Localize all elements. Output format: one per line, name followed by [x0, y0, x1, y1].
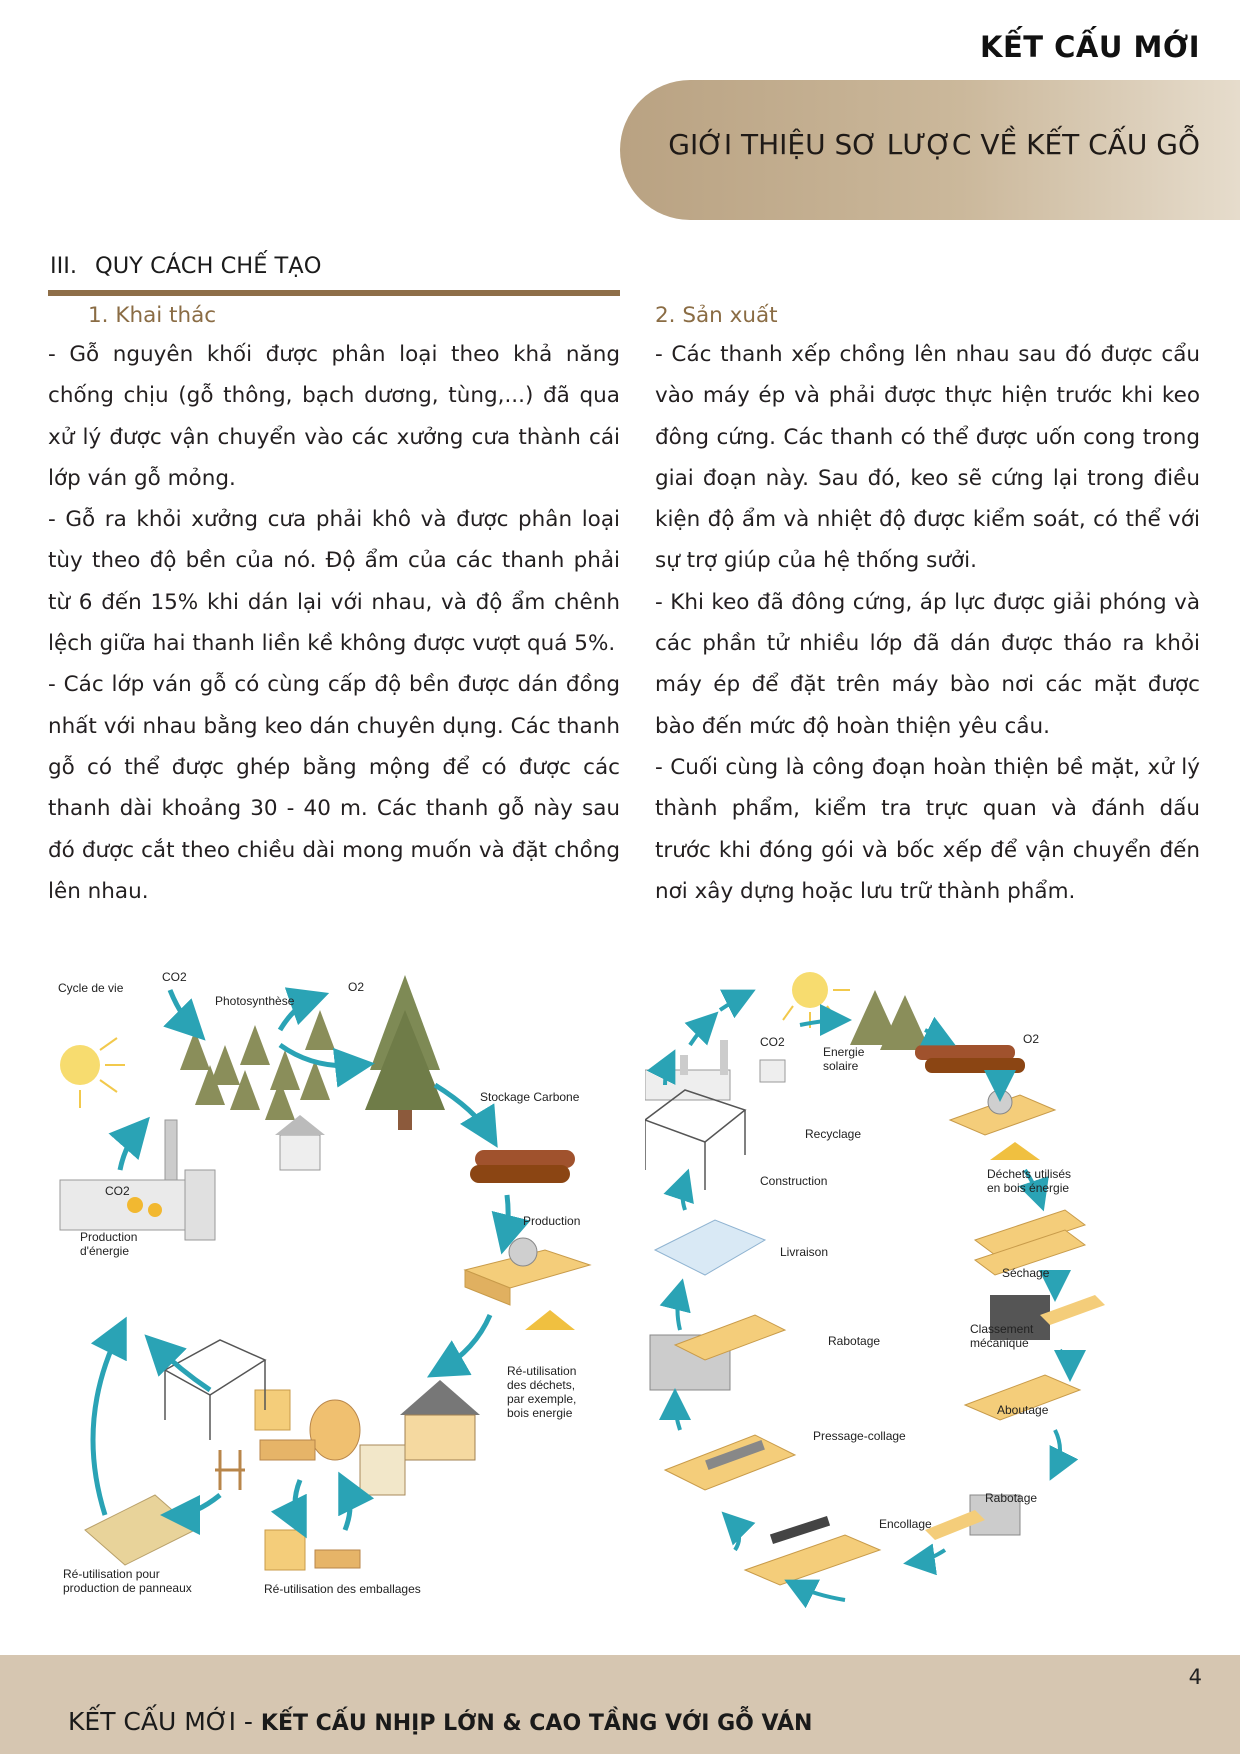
logs-icon — [915, 1045, 1025, 1073]
section-rule — [48, 290, 620, 296]
label-o2: O2 — [1023, 1032, 1040, 1046]
arrow-glue-left — [795, 1585, 845, 1600]
label-construction: Construction — [760, 1174, 828, 1188]
arrow-to-sun — [720, 995, 745, 1010]
label-production: Production — [523, 1214, 581, 1228]
arrow-packaging-up — [345, 1485, 350, 1530]
farmhouse-icon — [275, 1115, 325, 1170]
glueing-icon — [745, 1516, 880, 1585]
sawdust-icon — [525, 1310, 575, 1330]
paragraph: - Các lớp ván gỗ có cùng cấp độ bền được dán đồng nhất với nhau bằng keo dán chuyên dụng. Các thanh gỗ có thể được ghép bằng mộng để có được các thanh dài khoảng 30 - 40 m. Các thanh gỗ này sau đó được cắt theo chiều dài mong muốn và đặt chồng lên nhau. — [48, 672, 620, 904]
tree-icon — [365, 975, 445, 1130]
arrow-to-sawmill — [505, 1195, 508, 1240]
arrow-o2 — [925, 1030, 945, 1040]
arrow-to-panel — [175, 1495, 220, 1515]
power-plant-icon — [60, 1120, 215, 1240]
arrow-planer-up — [678, 1290, 681, 1330]
chair-icon — [215, 1450, 245, 1490]
footer-prefix: KẾT CẤU MỚI - — [68, 1707, 261, 1736]
label-dechets: Déchets utilisés en bois énergie — [987, 1167, 1072, 1195]
arrow-delivery-up — [683, 1180, 686, 1210]
label-aboutage: Aboutage — [997, 1403, 1049, 1417]
label-reuse-dechets: Ré-utilisation des déchets, par exemple, bois energie — [507, 1364, 577, 1420]
label-sechage: Séchage — [1002, 1266, 1050, 1280]
label-energie: Energie solaire — [823, 1045, 865, 1073]
construction-icon — [165, 1340, 265, 1440]
arrow-panel-up — [93, 1330, 120, 1515]
section-heading — [50, 253, 321, 279]
arrow-factory-up — [690, 1020, 710, 1045]
production-process-diagram — [645, 970, 1215, 1610]
arrow-planer-left — [915, 1550, 945, 1562]
footer-bold-title: KẾT CẤU NHỊP LỚN & CAO TẦNG VỚI GỖ VÁN — [260, 1711, 813, 1736]
life-cycle-diagram — [45, 970, 635, 1610]
label-reuse-emballages: Ré-utilisation des emballages — [264, 1582, 421, 1596]
arrow-logs-down — [990, 1075, 1000, 1090]
footer-band — [0, 1655, 1240, 1754]
label-stockage: Stockage Carbone — [480, 1090, 580, 1104]
label-pressage: Pressage-collage — [813, 1429, 906, 1443]
section-title: QUY CÁCH CHẾ TẠO — [95, 253, 322, 279]
sun-icon — [60, 1038, 125, 1108]
label-rabotage-1: Rabotage — [828, 1334, 881, 1348]
label-recyclage: Recyclage — [805, 1127, 862, 1141]
production-process-illustration — [645, 970, 1215, 1610]
banner-title: GIỚI THIỆU SƠ LƯỢC VỀ KẾT CẤU GỖ — [668, 128, 1200, 161]
saw-icon — [950, 1090, 1055, 1135]
label-photosynthese: Photosynthèse — [215, 994, 295, 1008]
packaging-icon — [255, 1390, 405, 1570]
arrow-press-up — [730, 1520, 739, 1550]
label-co2-left: CO2 — [105, 1184, 130, 1198]
title-banner — [620, 80, 1240, 220]
sawdust-icon — [990, 1142, 1040, 1160]
right-column — [655, 301, 1200, 912]
arrow-grading-down — [1060, 1350, 1070, 1370]
label-o2: O2 — [348, 980, 365, 994]
construction-frame-icon — [645, 1090, 745, 1190]
paragraph: - Cuối cùng là công đoạn hoàn thiện bề mặt, xử lý thành phẩm, kiểm tra trực quan và đánh dấu trước khi đóng gói và bốc xếp để vận chuyển đến nơi xây dựng hoặc lưu trữ thành phẩm. — [655, 754, 1200, 904]
subheading-khai-thac: 1. Khai thác — [88, 303, 217, 328]
arrow-joint-down — [1055, 1430, 1060, 1470]
press-icon — [665, 1435, 795, 1490]
label-livraison: Livraison — [780, 1245, 829, 1259]
label-co2-top: CO2 — [162, 970, 187, 984]
label-classement: Classement mécanique — [970, 1322, 1034, 1350]
paragraph: - Các thanh xếp chồng lên nhau sau đó được cẩu vào máy ép và phải được thực hiện trước khi keo đông cứng. Các thanh có thể được uốn cong trong giai đoạn này. Sau đó, keo sẽ cứng lại trong điều kiện độ ẩm và nhiệt độ được kiểm soát, có thể với sự trợ giúp của hệ thống sưởi. — [655, 342, 1200, 574]
label-rabotage-2: Rabotage — [985, 1491, 1038, 1505]
paragraph: - Gỗ ra khỏi xưởng cưa phải khô và được phân loại tùy theo độ bền của nó. Độ ẩm của các thanh phải từ 6 đến 15% khi dán lại với nhau, và độ ẩm chênh lệch giữa hai thanh liền kề không được vượt quá 5%. — [48, 507, 620, 657]
arrow-co2-up — [120, 1128, 140, 1170]
paragraph: - Gỗ nguyên khối được phân loại theo khả năng chống chịu (gỗ thông, bạch dương, tùng,...) đã qua xử lý được vận chuyển vào các xưởng cưa thành cái lớp ván gỗ mỏng. — [48, 342, 620, 491]
footer-title — [68, 1707, 812, 1736]
forest-icon — [180, 1010, 335, 1120]
label-production-energie: Production d'énergie — [80, 1230, 138, 1258]
arrow-packaging-down — [295, 1480, 300, 1525]
subheading-san-xuat: 2. Sản xuất — [655, 303, 778, 328]
arrow-co2-in — [170, 990, 195, 1030]
arrow-press-to-planer — [675, 1400, 680, 1430]
logs-icon — [470, 1150, 575, 1183]
label-cycle: Cycle de vie — [58, 981, 124, 995]
arrow-to-energy — [155, 1345, 210, 1390]
delivery-truck-icon — [655, 1220, 765, 1275]
sawmill-icon — [465, 1238, 590, 1305]
brand-title: KẾT CẤU MỚI — [979, 30, 1200, 64]
life-cycle-illustration — [45, 970, 635, 1610]
arrow-to-trees — [800, 1020, 840, 1025]
section-number: III. — [50, 253, 78, 279]
left-column — [48, 301, 620, 912]
page-number: 4 — [1188, 1665, 1202, 1689]
planer-top-icon — [650, 1315, 785, 1390]
trees-icon — [850, 990, 930, 1050]
paragraph: - Khi keo đã đông cứng, áp lực được giải phóng và các phần tử nhiều lớp đã dán được tháo ra khỏi máy ép để đặt trên máy bào nơi các mặt được bào đến mức độ hoàn thiện yêu cầu. — [655, 589, 1200, 739]
arrow-to-reuse — [440, 1315, 490, 1370]
label-co2: CO2 — [760, 1035, 785, 1049]
house-icon — [400, 1380, 480, 1460]
label-reuse-panneaux: Ré-utilisation pour production de panneaux — [63, 1567, 192, 1595]
label-encollage: Encollage — [879, 1517, 932, 1531]
